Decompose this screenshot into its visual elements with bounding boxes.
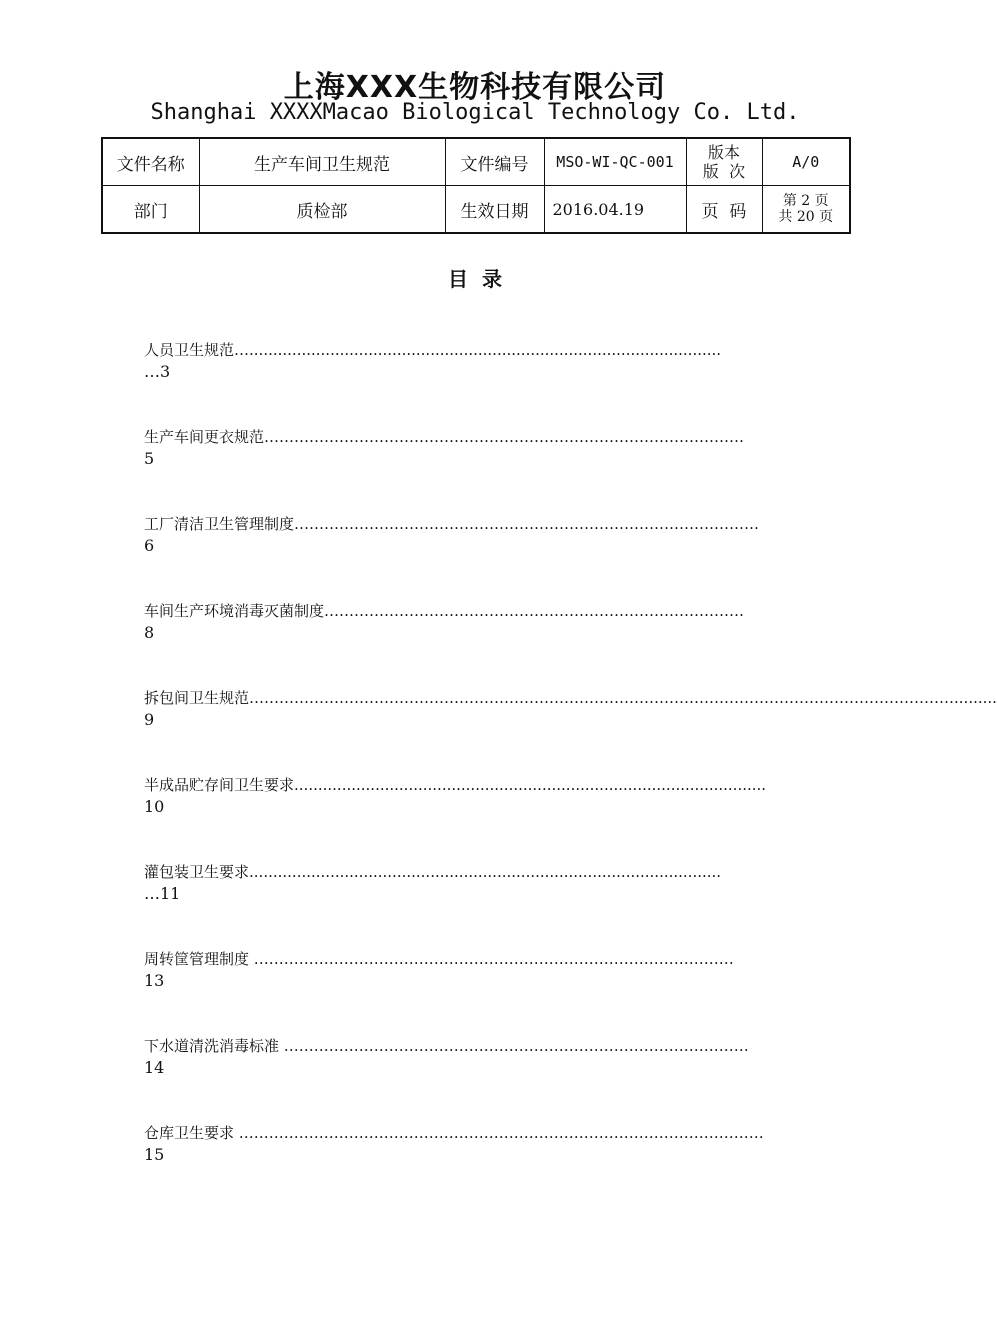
toc-entry-leader: ………………………………………………………………………………… (294, 515, 760, 533)
toc-entry-page-number: …3 (144, 362, 171, 381)
toc-entry-line (144, 601, 812, 621)
toc-entry-leader: …………………………………………………………………………………… (253, 950, 734, 968)
toc-entry-page-number: 8 (144, 623, 155, 642)
document-info-table (101, 137, 851, 234)
version-label-line-2: 版 次 (702, 162, 746, 181)
toc-entry-line (144, 688, 997, 708)
toc-entry-title: 半成品贮存间卫生要求 (144, 776, 295, 794)
toc-entry-title: 车间生产环境消毒灭菌制度 (144, 602, 325, 620)
toc-entry-leader: ................................................................................................... (294, 776, 767, 794)
table-of-contents (144, 340, 997, 1210)
toc-entry-page-number: 9 (144, 710, 155, 729)
toc-entry-leader: ………………………………………………………………………………… (283, 1037, 749, 1055)
toc-entry-line (144, 427, 812, 447)
toc-entry-line (144, 862, 812, 882)
toc-entry-title: 灌包装卫生要求 (144, 863, 250, 881)
toc-entry[interactable] (144, 1036, 814, 1123)
doc-number-value: MSO-WI-QC-001 (544, 138, 686, 186)
toc-entry-title: 工厂清洁卫生管理制度 (144, 515, 295, 533)
version-label-line-1: 版本 (707, 143, 740, 162)
toc-entry-title: 拆包间卫生规范 (144, 689, 250, 707)
toc-entry[interactable] (144, 514, 814, 601)
toc-entry-page-number: 13 (144, 971, 165, 990)
department-label: 部门 (102, 186, 199, 234)
toc-entry[interactable] (144, 775, 814, 862)
toc-entry-line (144, 1036, 812, 1056)
toc-entry-page-number: …11 (144, 884, 181, 903)
toc-entry-leader: ................................................................................................... (249, 341, 722, 359)
toc-entry-title: 生产车间更衣规范 (144, 428, 265, 446)
toc-heading: 目 录 (448, 267, 502, 291)
toc-entry-line (144, 1123, 812, 1143)
toc-entry-leader: ……………………………………………………………………………………………………………………………......... (249, 689, 997, 707)
toc-entry-title: 人员卫生规范… (144, 341, 250, 359)
doc-number-label: 文件编号 (445, 138, 544, 186)
toc-entry-page-number: 6 (144, 536, 155, 555)
document-info-row-2 (102, 186, 850, 234)
toc-entry-line (144, 949, 812, 969)
toc-entry-page-number: 15 (144, 1145, 165, 1164)
toc-entry[interactable] (144, 1123, 814, 1210)
doc-name-value: 生产车间卫生规范 (199, 138, 445, 186)
toc-entry-page-number: 5 (144, 449, 155, 468)
company-name-en: Shanghai XXXXMacao Biological Technology Co. Ltd. (150, 100, 800, 125)
toc-entry-title: 仓库卫生要求 (144, 1124, 239, 1142)
toc-entry-title: 周转筐管理制度 (144, 950, 254, 968)
toc-entry-line (144, 514, 812, 534)
department-value: 质检部 (199, 186, 445, 234)
company-name-cn: 上海XXX生物科技有限公司 (283, 70, 667, 105)
toc-entry-line (144, 775, 812, 795)
toc-entry-leader: ………………………………………………………………………… (324, 602, 745, 620)
toc-entry-leader: ................................................................................................... (249, 863, 722, 881)
toc-entry-leader: …………………………………………………………………………………… (264, 428, 745, 446)
page-value (762, 186, 850, 234)
page-label: 页 码 (686, 186, 762, 234)
document-info-row-1 (102, 138, 850, 186)
effective-date-value: 2016.04.19 (544, 186, 686, 234)
toc-entry-title: 下水道清洗消毒标准 (144, 1037, 284, 1055)
toc-entry-leader: …………………………………………………………………………………………… (238, 1124, 764, 1142)
toc-entry[interactable] (144, 340, 814, 427)
toc-entry[interactable] (144, 601, 814, 688)
toc-entry[interactable] (144, 862, 814, 949)
toc-entry[interactable] (144, 427, 814, 514)
toc-entry-page-number: 10 (144, 797, 165, 816)
page-total: 共 20 页 (778, 209, 834, 225)
version-value: A/0 (762, 138, 850, 186)
toc-entry[interactable] (144, 949, 814, 1036)
toc-entry-page-number: 14 (144, 1058, 165, 1077)
effective-date-label: 生效日期 (445, 186, 544, 234)
toc-entry[interactable] (144, 688, 997, 775)
page-current: 第 2 页 (782, 193, 829, 209)
doc-name-label: 文件名称 (102, 138, 199, 186)
version-label (686, 138, 762, 186)
toc-entry-line (144, 340, 812, 360)
